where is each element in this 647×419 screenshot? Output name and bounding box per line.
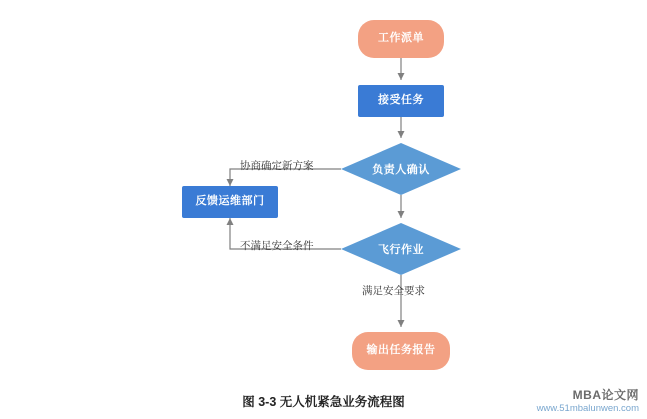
node-flight-operation [341, 223, 461, 275]
node-flight-operation-label: 飞行作业 [378, 244, 424, 256]
node-feedback-ops [182, 186, 278, 218]
node-manager-confirm [341, 143, 461, 195]
node-output-report [352, 332, 450, 370]
edge-label-unsafe-condition: 不满足安全条件 [240, 240, 314, 252]
node-output-report-label: 输出任务报告 [366, 344, 436, 357]
watermark-title: MBA论文网 [572, 388, 639, 402]
watermark-url: www.51mbalunwen.com [536, 403, 639, 414]
node-manager-confirm-label: 负责人确认 [372, 164, 430, 176]
node-dispatch-label: 工作派单 [378, 32, 424, 45]
node-dispatch [358, 20, 444, 58]
node-accept-task [358, 85, 444, 117]
figure-caption: 图 3-3 无人机紧急业务流程图 [242, 395, 405, 409]
watermark [537, 388, 639, 415]
edge-label-renegotiate: 协商确定新方案 [240, 160, 314, 172]
edge-label-safe-requirement: 满足安全要求 [362, 285, 425, 297]
node-feedback-ops-label: 反馈运维部门 [195, 195, 265, 208]
node-accept-task-label: 接受任务 [378, 94, 424, 107]
